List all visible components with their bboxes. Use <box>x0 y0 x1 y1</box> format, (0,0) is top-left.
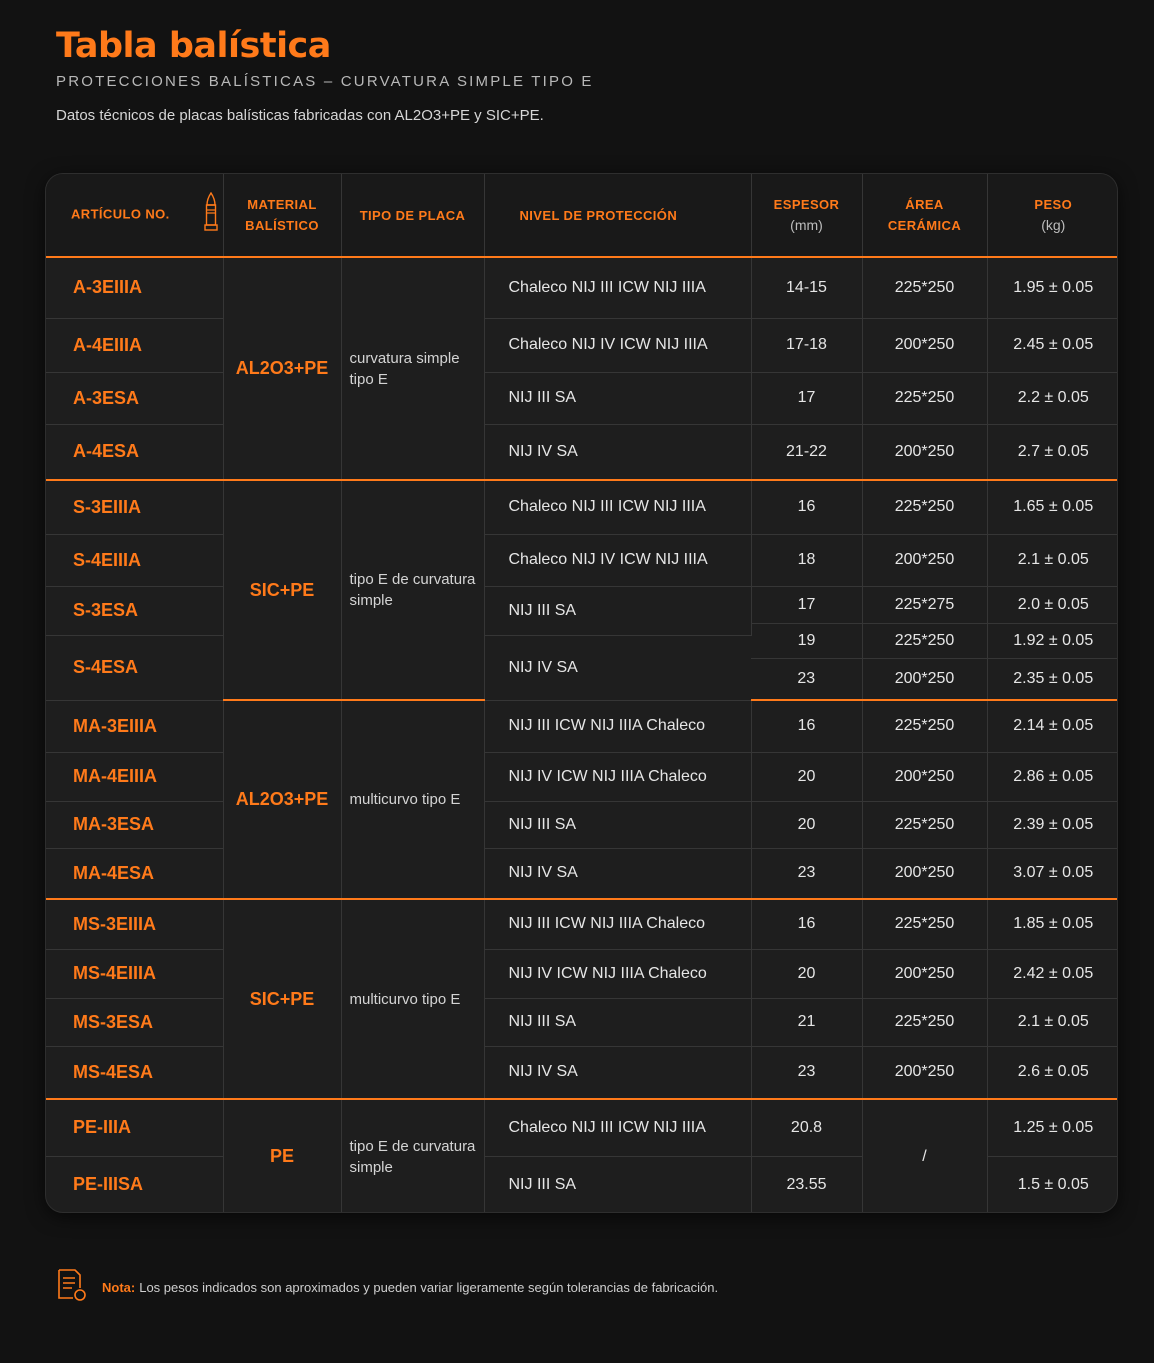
material-cell: SIC+PE <box>223 899 341 1099</box>
material-cell: PE <box>223 1099 341 1213</box>
material-cell: AL2O3+PE <box>223 700 341 899</box>
weight: 2.86 ± 0.05 <box>987 752 1118 801</box>
article-number: A-3ESA <box>46 372 223 424</box>
table-row <box>46 848 1118 899</box>
article-number: MS-4EIIIA <box>46 949 223 998</box>
thickness: 14-15 <box>751 257 862 318</box>
col-header-area-line2: CERÁMICA <box>887 218 962 233</box>
protection-level: Chaleco NIJ IV ICW NIJ IIIA <box>484 318 751 372</box>
ceramic-area: 200*250 <box>862 318 987 372</box>
table-row <box>46 1046 1118 1099</box>
thickness: 23 <box>751 1046 862 1099</box>
weight: 3.07 ± 0.05 <box>987 848 1118 899</box>
ceramic-area: 225*250 <box>862 623 987 658</box>
thickness: 17-18 <box>751 318 862 372</box>
ceramic-area: 225*250 <box>862 257 987 318</box>
material-cell: SIC+PE <box>223 480 341 700</box>
table-row <box>46 1099 1118 1156</box>
page-title: Tabla balística <box>56 26 331 66</box>
protection-level: Chaleco NIJ IV ICW NIJ IIIA <box>484 534 751 586</box>
protection-level: NIJ III SA <box>484 998 751 1046</box>
col-header-articulo-label: ARTÍCULO NO. <box>71 206 170 222</box>
thickness: 19 <box>751 623 862 658</box>
ceramic-area: 225*250 <box>862 998 987 1046</box>
col-header-articulo <box>46 174 223 257</box>
table-row <box>46 424 1118 480</box>
article-number: MA-3EIIIA <box>46 700 223 752</box>
col-header-area <box>862 174 987 257</box>
protection-level: NIJ III SA <box>484 1156 751 1213</box>
weight: 2.0 ± 0.05 <box>987 586 1118 623</box>
table-header-row <box>46 174 1118 257</box>
ceramic-area: 225*250 <box>862 700 987 752</box>
ballistic-table <box>46 174 1118 1213</box>
col-header-peso-unit: (kg) <box>1041 217 1066 233</box>
weight: 2.1 ± 0.05 <box>987 998 1118 1046</box>
protection-level: NIJ IV SA <box>484 848 751 899</box>
ceramic-area: 225*250 <box>862 480 987 534</box>
protection-level: Chaleco NIJ III ICW NIJ IIIA <box>484 1099 751 1156</box>
thickness: 20 <box>751 949 862 998</box>
thickness: 20 <box>751 752 862 801</box>
weight: 1.92 ± 0.05 <box>987 623 1118 658</box>
document-icon <box>56 1268 88 1307</box>
ceramic-area: 225*250 <box>862 899 987 949</box>
table-row <box>46 949 1118 998</box>
material-cell: AL2O3+PE <box>223 257 341 480</box>
table-row <box>46 372 1118 424</box>
table-row <box>46 534 1118 586</box>
table-row <box>46 700 1118 752</box>
col-header-tipo: TIPO DE PLACA <box>341 174 484 257</box>
col-header-espesor <box>751 174 862 257</box>
article-number: MS-4ESA <box>46 1046 223 1099</box>
ceramic-area: 200*250 <box>862 424 987 480</box>
thickness: 20 <box>751 801 862 848</box>
plate-type-cell: curvatura simple tipo E <box>341 257 484 480</box>
weight: 2.1 ± 0.05 <box>987 534 1118 586</box>
col-header-espesor-label: ESPESOR <box>773 197 840 212</box>
table-row <box>46 752 1118 801</box>
col-header-espesor-unit: (mm) <box>790 217 823 233</box>
col-header-nivel: NIVEL DE PROTECCIÓN <box>484 174 751 257</box>
weight: 2.35 ± 0.05 <box>987 658 1118 700</box>
protection-level: NIJ III ICW NIJ IIIA Chaleco <box>484 700 751 752</box>
article-number: PE-IIIA <box>46 1099 223 1156</box>
article-number: MS-3EIIIA <box>46 899 223 949</box>
protection-level: NIJ III SA <box>484 801 751 848</box>
protection-level: NIJ III SA <box>484 372 751 424</box>
ceramic-area: 225*275 <box>862 586 987 623</box>
thickness: 16 <box>751 700 862 752</box>
ceramic-area: 200*250 <box>862 949 987 998</box>
weight: 1.85 ± 0.05 <box>987 899 1118 949</box>
thickness: 20.8 <box>751 1099 862 1156</box>
protection-level: NIJ IV ICW NIJ IIIA Chaleco <box>484 752 751 801</box>
col-header-material <box>223 174 341 257</box>
protection-level: NIJ III SA <box>484 586 751 635</box>
article-number: S-3ESA <box>46 586 223 635</box>
col-header-material-line1: MATERIAL <box>247 197 317 212</box>
article-number: MA-4ESA <box>46 848 223 899</box>
table-row <box>46 318 1118 372</box>
col-header-material-line2: BALÍSTICO <box>245 218 319 233</box>
protection-level: NIJ IV SA <box>484 635 751 700</box>
article-number: MA-3ESA <box>46 801 223 848</box>
protection-level: NIJ IV SA <box>484 1046 751 1099</box>
thickness: 18 <box>751 534 862 586</box>
table-row <box>46 998 1118 1046</box>
col-header-peso-label: PESO <box>1034 197 1073 212</box>
ceramic-area: 200*250 <box>862 752 987 801</box>
table-row <box>46 586 1118 623</box>
weight: 1.5 ± 0.05 <box>1017 1175 1089 1193</box>
plate-type-cell: multicurvo tipo E <box>341 899 484 1099</box>
thickness: 23 <box>751 658 862 700</box>
table-row <box>46 257 1118 318</box>
ceramic-area: / <box>862 1099 987 1213</box>
ceramic-area: 200*250 <box>862 1046 987 1099</box>
weight: 2.6 ± 0.05 <box>987 1046 1118 1099</box>
article-number: S-3EIIIA <box>46 480 223 534</box>
thickness: 17 <box>751 372 862 424</box>
note-text: Los pesos indicados son aproximados y pueden variar ligeramente según tolerancias de fabricación. <box>139 1280 719 1295</box>
ceramic-area: 200*250 <box>862 534 987 586</box>
article-number: A-4EIIIA <box>46 318 223 372</box>
article-number: MS-3ESA <box>46 998 223 1046</box>
weight: 2.14 ± 0.05 <box>987 700 1118 752</box>
col-header-area-line1: ÁREA <box>905 197 944 212</box>
article-number: PE-IIISA <box>46 1156 223 1213</box>
ballistic-table-card <box>45 173 1118 1213</box>
thickness: 23.55 <box>751 1156 862 1213</box>
plate-type-cell: tipo E de curvatura simple <box>341 480 484 700</box>
note-label: Nota: <box>102 1280 136 1295</box>
protection-level: Chaleco NIJ III ICW NIJ IIIA <box>484 257 751 318</box>
thickness: 21-22 <box>751 424 862 480</box>
protection-level: NIJ IV ICW NIJ IIIA Chaleco <box>484 949 751 998</box>
page-description: Datos técnicos de placas balísticas fabricadas con AL2O3+PE y SIC+PE. <box>56 107 544 124</box>
plate-type-cell: tipo E de curvatura simple <box>341 1099 484 1213</box>
bullet-icon <box>204 192 218 238</box>
article-number: S-4EIIIA <box>46 534 223 586</box>
weight: 2.45 ± 0.05 <box>987 318 1118 372</box>
thickness: 21 <box>751 998 862 1046</box>
ceramic-area: 225*250 <box>862 372 987 424</box>
thickness: 17 <box>751 586 862 623</box>
weight: 1.95 ± 0.05 <box>987 257 1118 318</box>
protection-level: NIJ III ICW NIJ IIIA Chaleco <box>484 899 751 949</box>
thickness: 23 <box>751 848 862 899</box>
article-number: MA-4EIIIA <box>46 752 223 801</box>
weight: 2.2 ± 0.05 <box>987 372 1118 424</box>
protection-level: Chaleco NIJ III ICW NIJ IIIA <box>484 480 751 534</box>
footnote <box>56 1268 718 1307</box>
article-number: A-4ESA <box>46 424 223 480</box>
thickness: 16 <box>751 899 862 949</box>
weight: 2.7 ± 0.05 <box>987 424 1118 480</box>
weight: 1.25 ± 0.05 <box>987 1099 1118 1156</box>
table-row <box>46 899 1118 949</box>
table-row <box>46 480 1118 534</box>
weight: 2.42 ± 0.05 <box>987 949 1118 998</box>
protection-level: NIJ IV SA <box>484 424 751 480</box>
article-number: A-3EIIIA <box>46 257 223 318</box>
ceramic-area: 225*250 <box>862 801 987 848</box>
article-number: S-4ESA <box>46 635 223 700</box>
table-row <box>46 801 1118 848</box>
col-header-peso <box>987 174 1118 257</box>
thickness: 16 <box>751 480 862 534</box>
ceramic-area: 200*250 <box>862 848 987 899</box>
page-subtitle: PROTECCIONES BALÍSTICAS – CURVATURA SIMPLE TIPO E <box>56 73 594 90</box>
weight: 2.39 ± 0.05 <box>987 801 1118 848</box>
weight: 1.65 ± 0.05 <box>987 480 1118 534</box>
plate-type-cell: multicurvo tipo E <box>341 700 484 899</box>
ceramic-area: 200*250 <box>862 658 987 700</box>
